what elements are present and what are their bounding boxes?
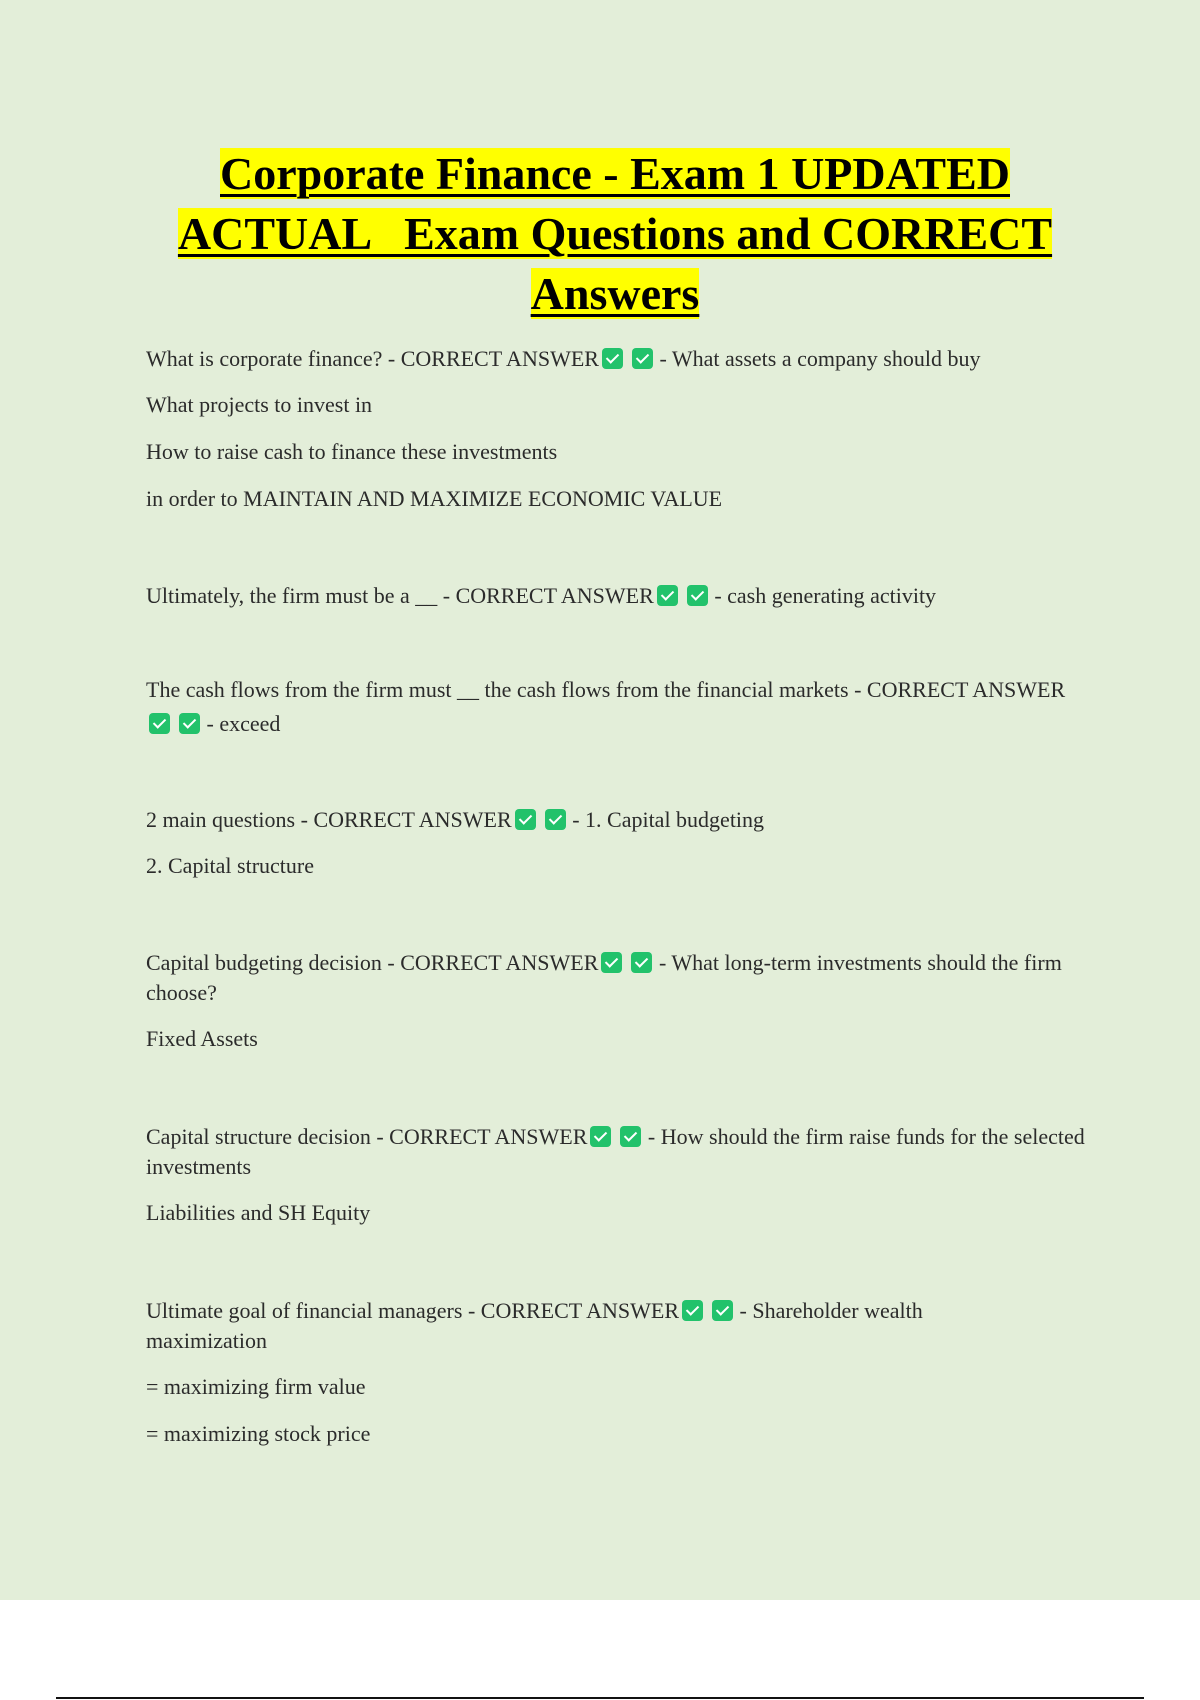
answer-marker: CORRECT ANSWER: [866, 677, 1066, 702]
answer-text: Shareholder wealth maximization: [146, 1298, 923, 1353]
check-box-icon: [515, 809, 536, 830]
answer-line: = maximizing firm value: [146, 1374, 366, 1399]
check-box-icon: [687, 585, 708, 606]
question-text: Capital budgeting decision: [146, 950, 382, 975]
check-box-icon: [631, 952, 652, 973]
qa-first-line: 2 main questions - CORRECT ANSWER - 1. Capital budgeting: [146, 807, 765, 832]
question-text: Ultimately, the firm must be a __: [146, 583, 438, 608]
title-line-1: Corporate Finance - Exam 1 UPDATED: [220, 148, 1010, 199]
answer-line: What projects to invest in: [146, 392, 373, 417]
answer-text: What assets a company should buy: [671, 346, 981, 371]
title-line-3: Answers: [530, 268, 700, 319]
qa-item: [146, 1296, 1026, 1465]
answer-text: 1. Capital budgeting: [585, 807, 765, 832]
answer-marker: CORRECT ANSWER: [313, 807, 512, 832]
question-text: What is corporate finance?: [146, 346, 383, 371]
check-box-icon: [602, 348, 623, 369]
answer-line: Fixed Assets: [146, 1026, 258, 1051]
question-text: 2 main questions: [146, 807, 296, 832]
qa-first-line: The cash flows from the firm must __ the cash flows from the financial markets - CORRECT ANSWER - exceed: [146, 677, 1066, 736]
check-box-icon: [620, 1126, 641, 1147]
qa-item: [146, 804, 1086, 897]
qa-item: [146, 673, 1076, 757]
answer-marker: CORRECT ANSWER: [480, 1298, 680, 1323]
check-box-icon: [149, 713, 170, 734]
answer-text: How should the firm raise funds for the selected investments: [146, 1124, 1085, 1179]
answer-marker: CORRECT ANSWER: [400, 346, 599, 371]
check-box-icon: [632, 348, 653, 369]
document-title: [120, 144, 1110, 324]
answer-line: How to raise cash to finance these investments: [146, 439, 558, 464]
qa-first-line: Ultimately, the firm must be a __ - CORRECT ANSWER - cash generating activity: [146, 583, 937, 608]
answer-text: What long-term investments should the firm choose?: [146, 950, 1062, 1005]
answer-line: Liabilities and SH Equity: [146, 1200, 371, 1225]
check-box-icon: [179, 713, 200, 734]
answer-text: cash generating activity: [727, 583, 937, 608]
qa-first-line: What is corporate finance? - CORRECT ANSWER - What assets a company should buy: [146, 346, 981, 371]
check-box-icon: [590, 1126, 611, 1147]
qa-item: [146, 1122, 1086, 1244]
check-box-icon: [601, 952, 622, 973]
question-text: The cash flows from the firm must __ the cash flows from the financial markets: [146, 677, 849, 702]
question-text: Ultimate goal of financial managers: [146, 1298, 463, 1323]
answer-marker: CORRECT ANSWER: [400, 950, 599, 975]
answer-marker: CORRECT ANSWER: [455, 583, 654, 608]
answer-text: exceed: [219, 711, 281, 736]
check-box-icon: [657, 585, 678, 606]
check-box-icon: [682, 1300, 703, 1321]
footer-divider: [56, 1697, 1144, 1699]
title-line-2: ACTUAL Exam Questions and CORRECT: [177, 208, 1053, 259]
answer-line: 2. Capital structure: [146, 853, 315, 878]
qa-item: [146, 948, 1086, 1070]
qa-item: [146, 580, 1086, 627]
check-box-icon: [712, 1300, 733, 1321]
answer-line: = maximizing stock price: [146, 1421, 371, 1446]
qa-first-line: Ultimate goal of financial managers - CORRECT ANSWER - Shareholder wealth maximization: [146, 1298, 923, 1353]
qa-first-line: Capital structure decision - CORRECT ANSWER - How should the firm raise funds for the selected investments: [146, 1124, 1085, 1179]
question-text: Capital structure decision: [146, 1124, 371, 1149]
answer-marker: CORRECT ANSWER: [389, 1124, 588, 1149]
answer-line: in order to MAINTAIN AND MAXIMIZE ECONOMIC VALUE: [146, 486, 723, 511]
qa-first-line: Capital budgeting decision - CORRECT ANSWER - What long-term investments should the firm choose?: [146, 950, 1062, 1005]
check-box-icon: [545, 809, 566, 830]
qa-item: [146, 343, 1086, 530]
